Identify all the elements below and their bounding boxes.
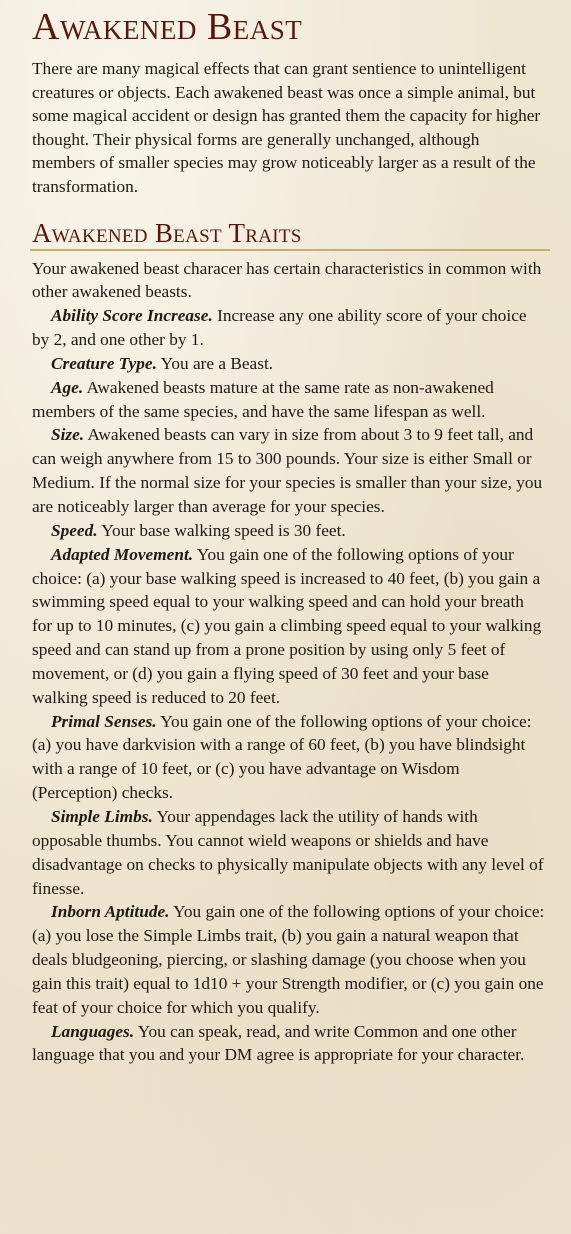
trait-name: Primal Senses. (51, 711, 157, 731)
traits-section (32, 257, 546, 1068)
trait-text: Awakened beasts can vary in size from about 3 to 9 feet tall, and can weigh anywhere from 15 to 300 pounds. Your size is either Small or Medium. If the normal size for your species is smaller than your size, you are noticeably larger than average for your species. (32, 425, 543, 516)
trait-primal-senses (32, 710, 546, 805)
trait-adapted-movement (32, 543, 546, 710)
trait-name: Adapted Movement. (51, 544, 194, 564)
trait-text: You gain one of the following options of your choice: (a) you lose the Simple Limbs trait, (b) you gain a natural weapon that deals bludgeoning, piercing, or slashing damage (you choose when you gain this trait) equal to 1d10 + your Strength modifier, or (c) you gain one feat of your choice for which you qualify. (32, 902, 545, 1017)
trait-text: Increase any one ability score of your choice by 2, and one other by 1. (32, 306, 527, 350)
traits-intro: Your awakened beast characer has certain characteristics in common with other awakened beasts. (32, 258, 542, 302)
trait-languages (32, 1020, 546, 1068)
trait-age (32, 376, 546, 424)
trait-name: Age. (51, 377, 84, 397)
trait-simple-limbs (32, 805, 546, 900)
trait-creature-type (32, 352, 546, 376)
trait-speed (32, 519, 546, 543)
trait-size (32, 423, 546, 518)
trait-name: Size. (51, 425, 85, 445)
trait-name: Inborn Aptitude. (51, 902, 170, 922)
trait-name: Simple Limbs. (51, 806, 153, 826)
trait-text: You can speak, read, and write Common and one other language that you and your DM agree is appropriate for your character. (32, 1021, 525, 1065)
trait-name: Creature Type. (51, 353, 157, 373)
trait-text: You gain one of the following options of your choice: (a) your base walking speed is increased to 40 feet, (b) you gain a swimming speed equal to your walking speed and can hold your breath for up to 10 minutes, (c) you gain a climbing speed equal to your walking speed and can stand up from a prone position by using only 5 feet of movement, or (d) you gain a flying speed of 30 feet and your base walking speed is reduced to 20 feet. (32, 544, 542, 707)
trait-name: Ability Score Increase. (51, 306, 213, 326)
trait-text: Awakened beasts mature at the same rate as non-awakened members of the same species, and have the same lifespan as well. (32, 377, 494, 421)
trait-name: Languages. (51, 1021, 135, 1041)
intro-paragraph: There are many magical effects that can grant sentience to unintelligent creatures or objects. Each awakened beast was once a simple animal, but some magical accident or design has granted them the capacity for higher thought. Their physical forms are generally unchanged, although members of smaller species may grow noticeably larger as a result of the transformation. (32, 59, 541, 196)
page-title: Awakened Beast (32, 6, 303, 48)
trait-inborn-aptitude (32, 900, 546, 1019)
trait-text: You gain one of the following options of your choice: (a) you have darkvision with a range of 60 feet, (b) you have blindsight with a range of 10 feet, or (c) you have advantage on Wisdom (Perception) checks. (32, 711, 532, 803)
trait-text: Your appendages lack the utility of hands with opposable thumbs. You cannot wield weapons or shields and have disadvantage on checks to physically manipulate objects with any level of finesse. (32, 806, 544, 898)
trait-text: You are a Beast. (156, 353, 274, 373)
section-heading: Awakened Beast Traits (32, 217, 302, 248)
trait-ability-score-increase (32, 304, 546, 352)
section-divider (30, 249, 550, 251)
trait-text: Your base walking speed is 30 feet. (97, 520, 346, 540)
document-page (32, 6, 546, 1067)
trait-name: Speed. (51, 520, 98, 540)
